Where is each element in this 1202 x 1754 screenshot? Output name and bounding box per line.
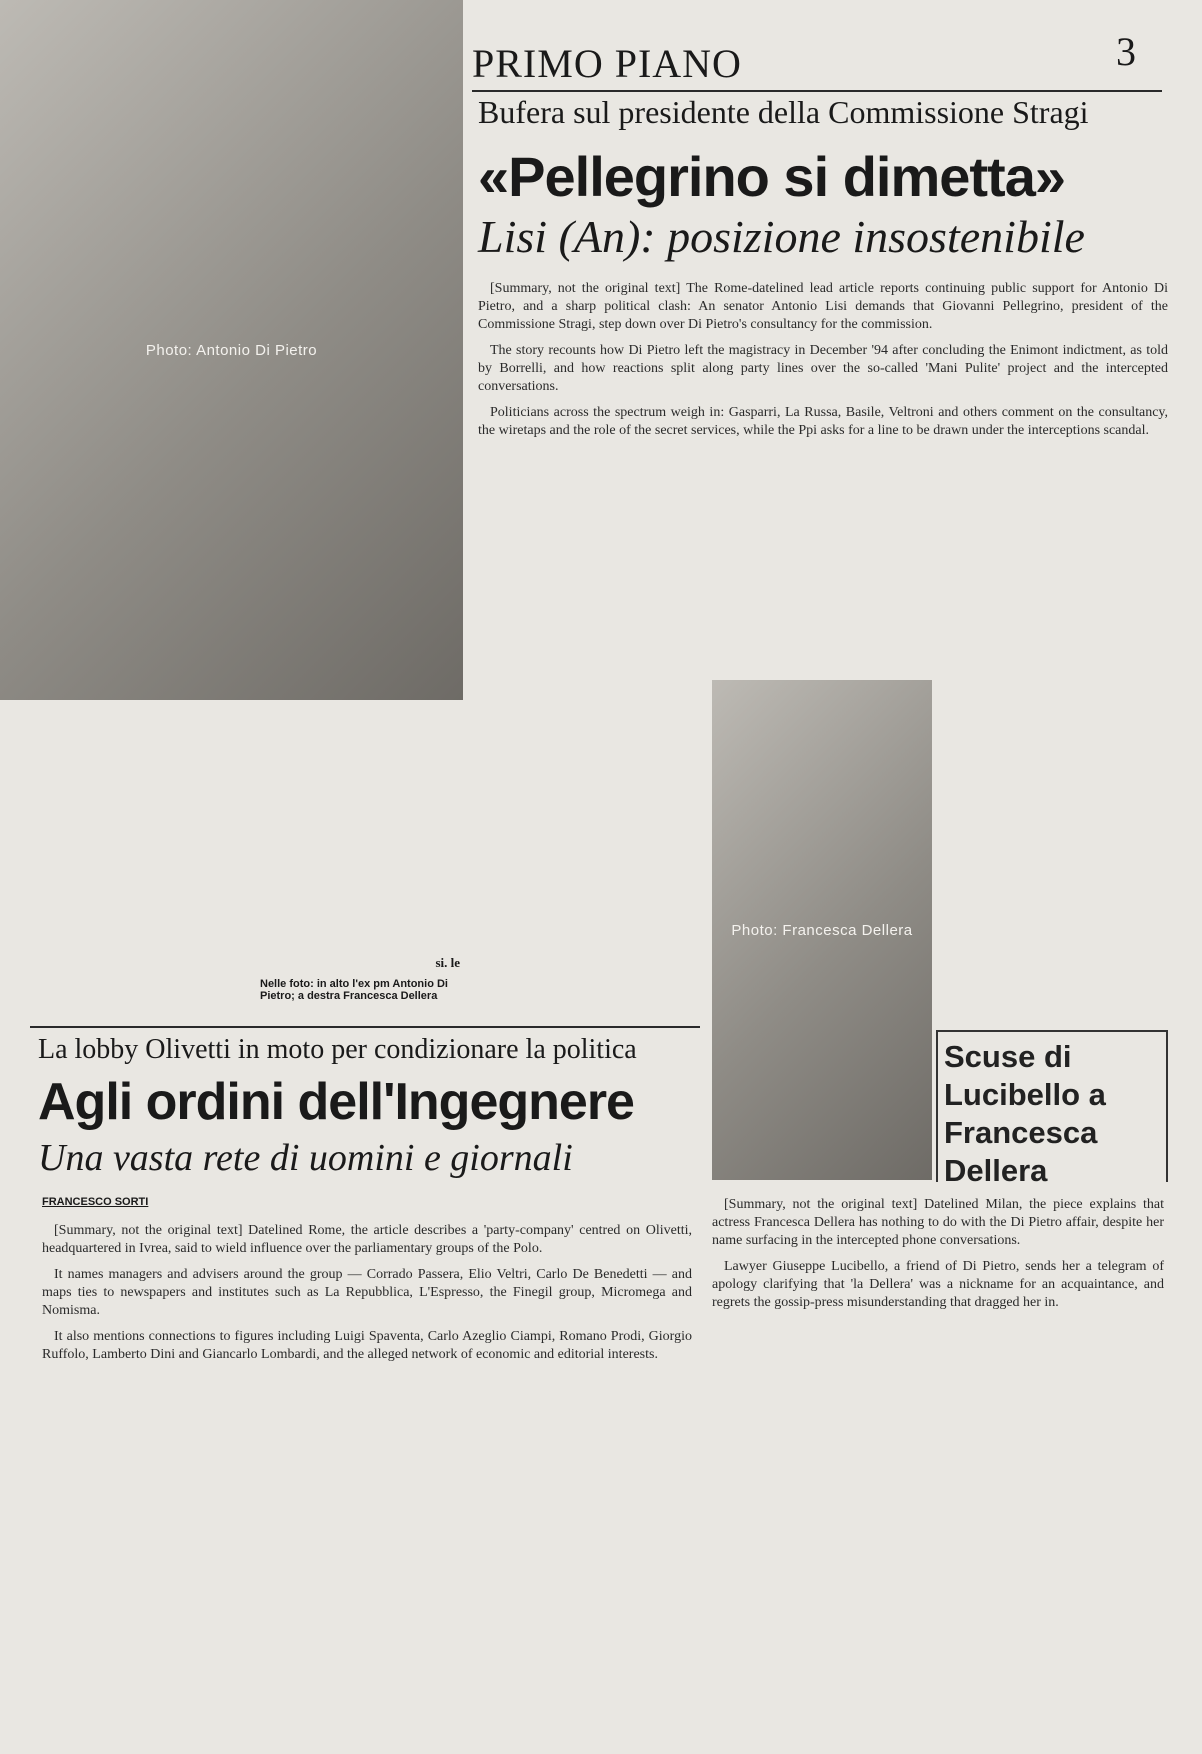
- dellera-photo: Photo: Francesca Dellera: [712, 680, 932, 1180]
- olivetti-summary-paragraph: [Summary, not the original text] Datelined Rome, the article describes a 'party-company' centred on Olivetti, headquartered in Ivrea, said to wield influence over the parliamentary groups of the Polo.: [42, 1223, 692, 1256]
- lead-summary: [478, 280, 1168, 660]
- lead-summary-paragraph: Politicians across the spectrum weigh in: Gasparri, La Russa, Basile, Veltroni and others comment on the consultancy, the wiretaps and the role of the secret services, while the Ppi asks for a line to be drawn under the interceptions scandal.: [478, 405, 1168, 438]
- section-divider: [30, 1026, 700, 1028]
- olivetti-summary: [42, 1222, 692, 1702]
- di-pietro-photo: Photo: Antonio Di Pietro: [0, 0, 463, 700]
- header-rule: [472, 90, 1162, 92]
- page-number: 3: [1116, 29, 1136, 74]
- olivetti-deck: Una vasta rete di uomini e giornali: [38, 1137, 573, 1179]
- lead-summary-paragraph: [Summary, not the original text] The Rome-datelined lead article reports continuing public support for Antonio Di Pietro, and a sharp political clash: An senator Antonio Lisi demands that Giovanni Pellegrino, president of the Commissione Stragi, step down over Di Pietro's consultancy for the commission.: [478, 281, 1168, 332]
- section-title: PRIMO PIANO: [472, 41, 742, 86]
- olivetti-summary-paragraph: It names managers and advisers around the group — Corrado Passera, Elio Veltri, Carlo De Benedetti — and maps ties to newspapers and institutes such as La Repubblica, L'Espresso, the Finegil group, Micromega and Nomisma.: [42, 1267, 692, 1318]
- lead-deck: Lisi (An): posizione insostenibile: [478, 211, 1085, 262]
- olivetti-headline: Agli ordini dell'Ingegnere: [38, 1073, 634, 1131]
- olivetti-summary-paragraph: It also mentions connections to figures including Luigi Spaventa, Carlo Azeglio Ciampi, Romano Prodi, Giorgio Ruffolo, Lamberto Dini and Giancarlo Lombardi, and the alleged network of economic and editorial interests.: [42, 1329, 692, 1362]
- lucibello-summary-paragraph: Lawyer Giuseppe Lucibello, a friend of Di Pietro, sends her a telegram of apology clarifying that 'la Dellera' was a nickname for an acquaintance, and regrets the gossip-press misunderstanding that dragged her in.: [712, 1259, 1164, 1310]
- lucibello-summary: [712, 1196, 1164, 1696]
- olivetti-kicker: La lobby Olivetti in moto per condizionare la politica: [38, 1034, 637, 1065]
- lucibello-summary-paragraph: [Summary, not the original text] Datelined Milan, the piece explains that actress Francesca Dellera has nothing to do with the Di Pietro affair, despite her name surfacing in the intercepted phone conversations.: [712, 1197, 1164, 1248]
- lead-signature: si. le: [435, 955, 460, 970]
- photo-caption: Nelle foto: in alto l'ex pm Antonio Di Pietro; a destra Francesca Dellera: [260, 978, 448, 1002]
- lead-headline: «Pellegrino si dimetta»: [478, 145, 1065, 208]
- lucibello-headline: Scuse di Lucibello a Francesca Dellera: [944, 1039, 1106, 1188]
- olivetti-byline: FRANCESCO SORTI: [42, 1196, 149, 1208]
- lead-kicker: Bufera sul presidente della Commissione Stragi: [478, 94, 1089, 130]
- lead-summary-paragraph: The story recounts how Di Pietro left the magistracy in December '94 after concluding the Enimont indictment, as told by Borrelli, and how reactions split along party lines over the so-called 'Mani Pulite' project and the intercepted conversations.: [478, 343, 1168, 394]
